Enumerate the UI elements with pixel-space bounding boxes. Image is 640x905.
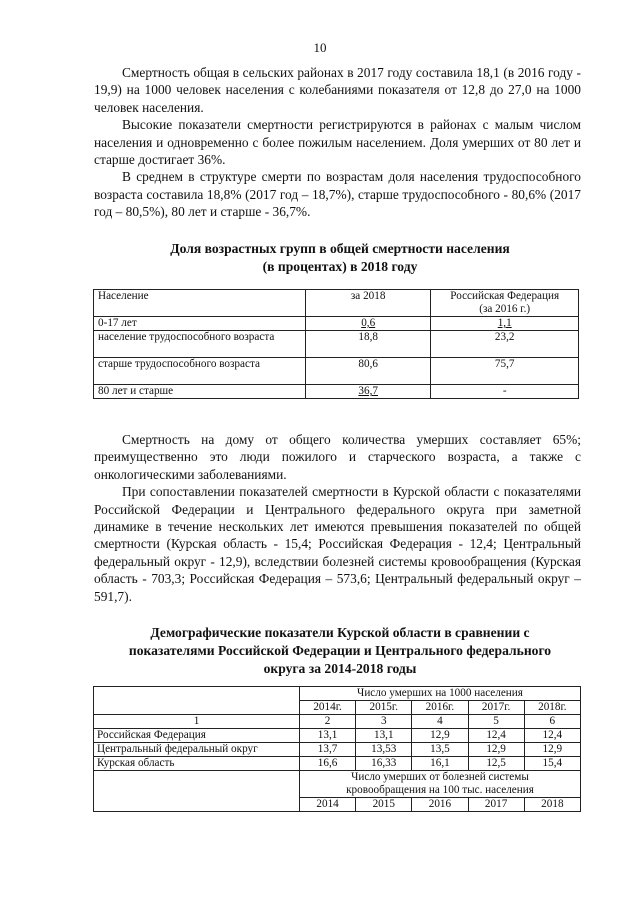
row-label: 0-17 лет <box>94 317 306 331</box>
group-header-cell <box>300 771 581 798</box>
demographics-table <box>93 686 581 812</box>
paragraph: Высокие показатели смертности регистрируются в районах с малым числом населения и одновременно с более пожилым населением. Доля умерших от 80 лет и старше достигает 36%. <box>94 117 581 168</box>
paragraph: Смертность общая в сельских районах в 2017 году составила 18,1 (в 2016 году - 19,9) на 1000 человек населения с колебаниями показателя от 12,8 до 27,0 на 1000 человек населения. <box>94 65 581 115</box>
value-cell: 13,53 <box>356 743 412 757</box>
row-label: Центральный федеральный округ <box>94 743 300 757</box>
value-cell: 13,7 <box>300 743 356 757</box>
value-cell: 12,4 <box>524 729 580 743</box>
table1-title <box>80 240 600 276</box>
value-cell: 12,9 <box>468 743 524 757</box>
group-header-line: кровообращения на 100 тыс. населения <box>346 784 534 796</box>
year-cell: 2018 <box>524 798 580 812</box>
value-cell: 16,1 <box>412 757 468 771</box>
value-cell: 16,6 <box>300 757 356 771</box>
value-cell: 15,4 <box>524 757 580 771</box>
table2-title <box>80 624 600 678</box>
value-cell: 36,7 <box>305 385 430 399</box>
header-cell <box>431 290 579 317</box>
age-groups-table <box>93 289 579 399</box>
value-cell: - <box>431 385 579 399</box>
row-label: Российская Федерация <box>94 729 300 743</box>
value-cell: 16,33 <box>356 757 412 771</box>
header-cell-line: (за 2016 г.) <box>479 303 531 315</box>
row-label: население трудоспособного возраста <box>94 331 306 358</box>
value-cell: 13,1 <box>356 729 412 743</box>
table-row <box>94 358 579 385</box>
value-cell: 12,5 <box>468 757 524 771</box>
column-number-cell: 1 <box>94 715 300 729</box>
year-cell: 2018г. <box>524 701 580 715</box>
column-number-cell: 2 <box>300 715 356 729</box>
year-cell: 2014 <box>300 798 356 812</box>
paragraphs-top <box>94 64 581 221</box>
table-header-row <box>94 290 579 317</box>
year-cell: 2015г. <box>356 701 412 715</box>
value-cell: 18,8 <box>305 331 430 358</box>
table2-title-line: округа за 2014-2018 годы <box>263 661 417 676</box>
table-row <box>94 743 581 757</box>
paragraph: При сопоставлении показателей смертности в Курской области с показателями Российской Федерации и Центрального федерального округа при заметной динамике в течение нескольких лет имеются превышения показателей по общей смертности (Курская область - 15,4; Российская Федерация - 12,4; Центральный федеральный округ - 12,9), вследствии болезней системы кровообращения (Курская область - 703,3; Российская Федерация – 573,6; Центральный федеральный округ – 591,7). <box>94 484 581 604</box>
group-header-line: Число умерших от болезней системы <box>351 771 529 783</box>
year-cell: 2017 <box>468 798 524 812</box>
table-row <box>94 331 579 358</box>
year-cell: 2014г. <box>300 701 356 715</box>
page-number: 10 <box>313 40 327 55</box>
year-cell: 2016г. <box>412 701 468 715</box>
value-cell: 13,1 <box>300 729 356 743</box>
paragraph: В среднем в структуре смерти по возрастам доля населения трудоспособного возраста составила 18,8% (2017 год – 18,7%), старше трудоспособного - 80,6% (2017 год – 80,5%), 80 лет и старше - 36,7%. <box>94 169 581 220</box>
table-row <box>94 317 579 331</box>
value-cell: 12,4 <box>468 729 524 743</box>
value-cell: 13,5 <box>412 743 468 757</box>
table2-title-line: показателями Российской Федерации и Центрального федерального <box>128 643 552 658</box>
header-cell-line: Российская Федерация <box>450 290 560 302</box>
column-number-cell: 3 <box>356 715 412 729</box>
row-label: Курская область <box>94 757 300 771</box>
group-header-cell: Число умерших на 1000 населения <box>300 687 581 701</box>
table-row <box>94 729 581 743</box>
value-cell: 23,2 <box>431 331 579 358</box>
column-number-cell: 4 <box>412 715 468 729</box>
value-cell: 12,9 <box>524 743 580 757</box>
table2-title-line: Демографические показатели Курской области в сравнении с <box>150 625 530 640</box>
year-cell: 2015 <box>356 798 412 812</box>
column-number-cell: 6 <box>524 715 580 729</box>
table-header-row <box>94 771 581 798</box>
year-cell: 2016 <box>412 798 468 812</box>
row-label: старше трудоспособного возраста <box>94 358 306 385</box>
paragraph: Смертность на дому от общего количества умерших составляет 65%; преимущественно это люди пожилого и старческого возраста, а также с онкологическими заболеваниями. <box>94 432 581 482</box>
column-number-cell: 5 <box>468 715 524 729</box>
row-label: 80 лет и старше <box>94 385 306 399</box>
value-cell: 75,7 <box>431 358 579 385</box>
empty-cell <box>94 771 300 812</box>
table-header-row <box>94 687 581 701</box>
table-row <box>94 757 581 771</box>
header-cell: за 2018 <box>305 290 430 317</box>
table1-title-line: Доля возрастных групп в общей смертности населения <box>170 241 510 256</box>
value-cell: 0,6 <box>305 317 430 331</box>
table-row <box>94 385 579 399</box>
value-cell: 80,6 <box>305 358 430 385</box>
value-cell: 1,1 <box>431 317 579 331</box>
year-cell: 2017г. <box>468 701 524 715</box>
value-cell: 12,9 <box>412 729 468 743</box>
header-cell: Население <box>94 290 306 317</box>
table1-title-line: (в процентах) в 2018 году <box>262 259 418 274</box>
column-number-row <box>94 715 581 729</box>
empty-cell <box>94 687 300 715</box>
paragraphs-mid <box>94 431 581 605</box>
